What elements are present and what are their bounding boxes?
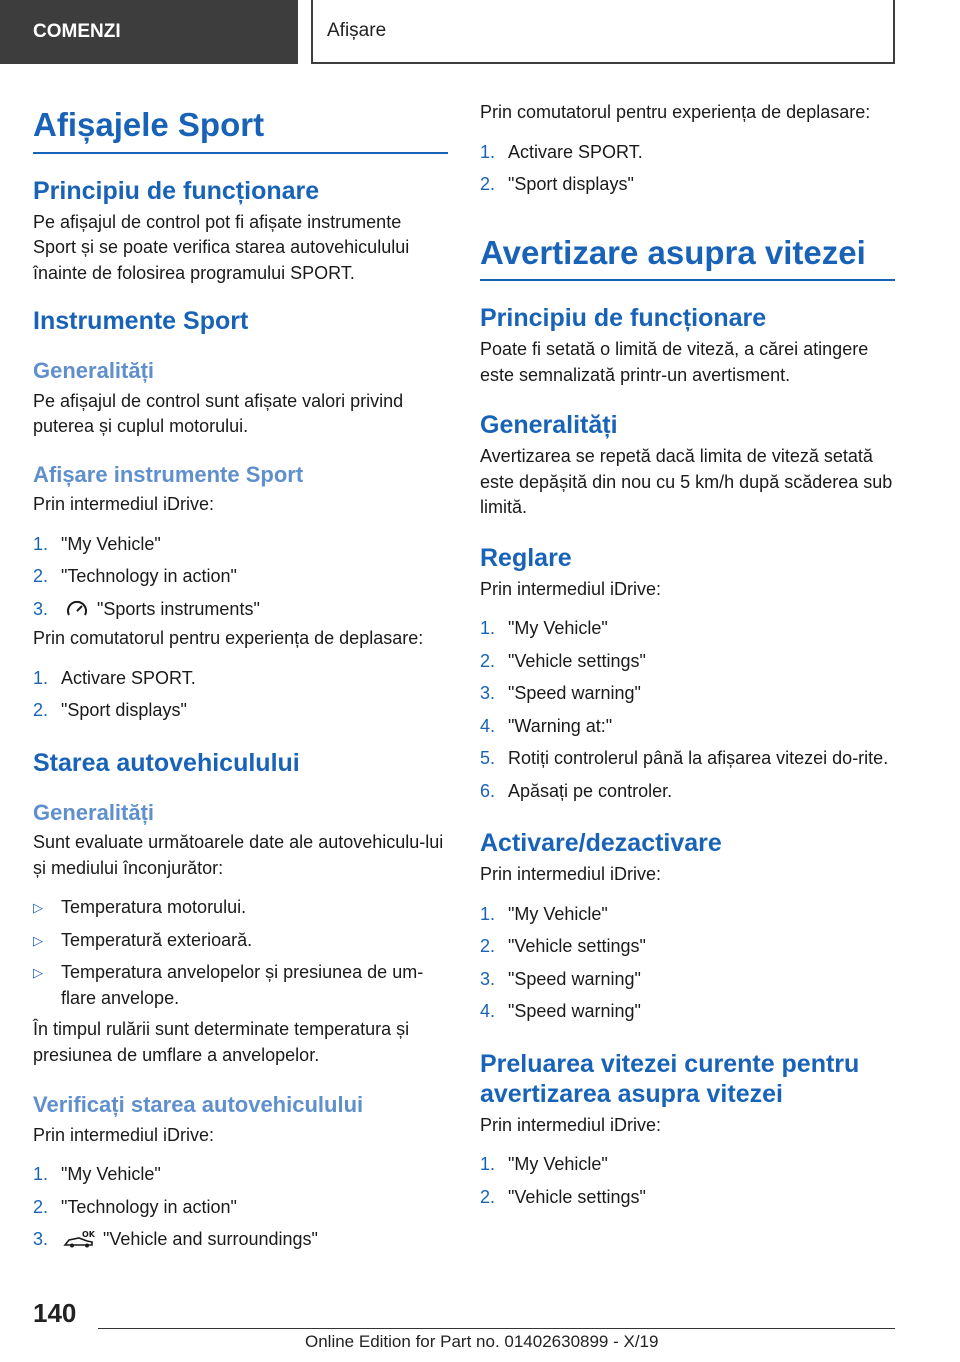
- activate-intro: Prin intermediul iDrive:: [480, 864, 662, 885]
- switch-steps-list: [33, 666, 448, 724]
- list-item: 2. "Sport displays": [480, 174, 634, 194]
- list-item: 1. Activare SPORT.: [480, 141, 643, 162]
- heading-general: Generalități: [33, 358, 155, 384]
- svg-text:OK: OK: [82, 1230, 95, 1240]
- section-title: COMENZI: [33, 21, 121, 42]
- triangle-bullet-icon: ▷: [33, 932, 43, 948]
- general2-text: Sunt evaluate următoarele date ale autovehiculu-lui și mediului înconjurător:: [33, 832, 444, 878]
- title-rule: [480, 279, 895, 281]
- list-item: 1. "My Vehicle": [480, 903, 608, 924]
- left-column: [33, 96, 448, 1253]
- check-steps-list: [33, 1162, 448, 1253]
- setting-steps-list: [480, 616, 895, 804]
- list-item: 1. "My Vehicle": [480, 1154, 608, 1175]
- bullet-list: [33, 895, 448, 1011]
- list-item: 1. "My Vehicle": [480, 618, 608, 639]
- list-item: 5. Rotiți controlerul până la afișarea vitezei do-rite.: [480, 748, 889, 769]
- footer-rule: [98, 1328, 895, 1329]
- setting-intro: Prin intermediul iDrive:: [480, 578, 662, 599]
- triangle-bullet-icon: ▷: [33, 965, 43, 981]
- switch-steps-list: [480, 140, 895, 198]
- heading-principle: Principiu de funcționare: [480, 304, 767, 333]
- list-item: 1. "My Vehicle": [33, 1164, 161, 1184]
- list-item: ▷ Temperatură exterioară.: [33, 928, 448, 954]
- idrive-intro: Prin intermediul iDrive:: [33, 494, 215, 515]
- list-item: 4. "Speed warning": [480, 1001, 641, 1022]
- gauge-icon: [63, 600, 91, 620]
- list-item: 3. "Sports instruments": [33, 598, 260, 619]
- list-item: 2. "Vehicle settings": [480, 936, 646, 957]
- heading-display-instruments: Afișare instrumente Sport: [33, 461, 304, 487]
- car-check-icon: [63, 1230, 97, 1250]
- heading-activate: Activare/dezactivare: [480, 829, 722, 858]
- activate-steps-list: [480, 902, 895, 1025]
- list-item: 1. Activare SPORT.: [33, 667, 196, 688]
- list-item: 2. "Vehicle settings": [480, 1186, 646, 1207]
- list-item: 3. "Speed warning": [480, 683, 641, 704]
- heading-instruments: Instrumente Sport: [33, 307, 249, 336]
- take-intro: Prin intermediul iDrive:: [480, 1114, 662, 1135]
- footer-edition: Online Edition for Part no. 01402630899 - X/19: [305, 1332, 659, 1351]
- list-item: 2. "Sport displays": [33, 700, 187, 721]
- general-text: Pe afișajul de control sunt afișate valori privind puterea și cuplul motorului.: [33, 390, 404, 437]
- list-item: 2. "Vehicle settings": [480, 650, 646, 671]
- list-item: 6. Apăsați pe controler.: [480, 780, 673, 801]
- title-rule: [33, 152, 448, 154]
- heading-general: Generalități: [480, 411, 618, 440]
- heading-general-2: Generalități: [33, 799, 155, 825]
- check-intro: Prin intermediul iDrive:: [33, 1124, 215, 1145]
- heading-principle: Principiu de funcționare: [33, 176, 320, 205]
- list-item: 1. "My Vehicle": [33, 533, 161, 554]
- list-item: 4. "Warning at:": [480, 715, 613, 736]
- heading-setting: Reglare: [480, 543, 572, 572]
- list-item: ▷ Temperatura motorului.: [33, 895, 448, 921]
- right-column: [480, 100, 895, 1210]
- page-number: 140: [33, 1298, 77, 1328]
- principle-text: Poate fi setată o limită de viteză, a cărei atingere este semnalizată printr-un avertisment.: [480, 339, 869, 385]
- heading-vehicle-status: Starea autovehiculului: [33, 748, 300, 777]
- list-item: ▷ Temperatura anvelopelor și presiunea de um-flare anvelope.: [33, 960, 448, 1011]
- principle-text: Pe afișajul de control pot fi afișate instrumente Sport și se poate verifica starea autovehiculului înainte de folosirea programului SPORT.: [33, 211, 410, 283]
- switch-intro: Prin comutatorul pentru experiența de deplasare:: [33, 628, 424, 649]
- page-title-speed-warning: Avertizare asupra vitezei: [480, 233, 866, 271]
- list-item: 3. OK "Vehicle and surroundings": [33, 1229, 318, 1249]
- general-text: Avertizarea se repetă dacă limita de viteză setată este depășită din nou cu 5 km/h după scăderea sub limită.: [480, 446, 893, 518]
- heading-check-status: Verificați starea autovehiculului: [33, 1092, 364, 1118]
- chapter-tab: [311, 0, 895, 64]
- chapter-title: Afișare: [327, 20, 387, 41]
- list-item: 3. "Speed warning": [480, 968, 641, 989]
- list-item: 2. "Technology in action": [33, 1196, 237, 1217]
- switch-intro: Prin comutatorul pentru experiența de deplasare:: [480, 102, 871, 122]
- driving-text: În timpul rulării sunt determinate temperatura și presiunea de umflare a anvelopelor.: [33, 1019, 410, 1065]
- display-steps-list: [33, 532, 448, 623]
- list-item: 2. "Technology in action": [33, 566, 237, 587]
- page-title-sport: Afișajele Sport: [33, 106, 265, 143]
- section-tab: [0, 0, 298, 64]
- take-steps-list: [480, 1152, 895, 1210]
- triangle-bullet-icon: ▷: [33, 900, 43, 916]
- heading-take-current-speed: Preluarea vitezei curente pentru avertizarea asupra vitezei: [480, 1049, 860, 1108]
